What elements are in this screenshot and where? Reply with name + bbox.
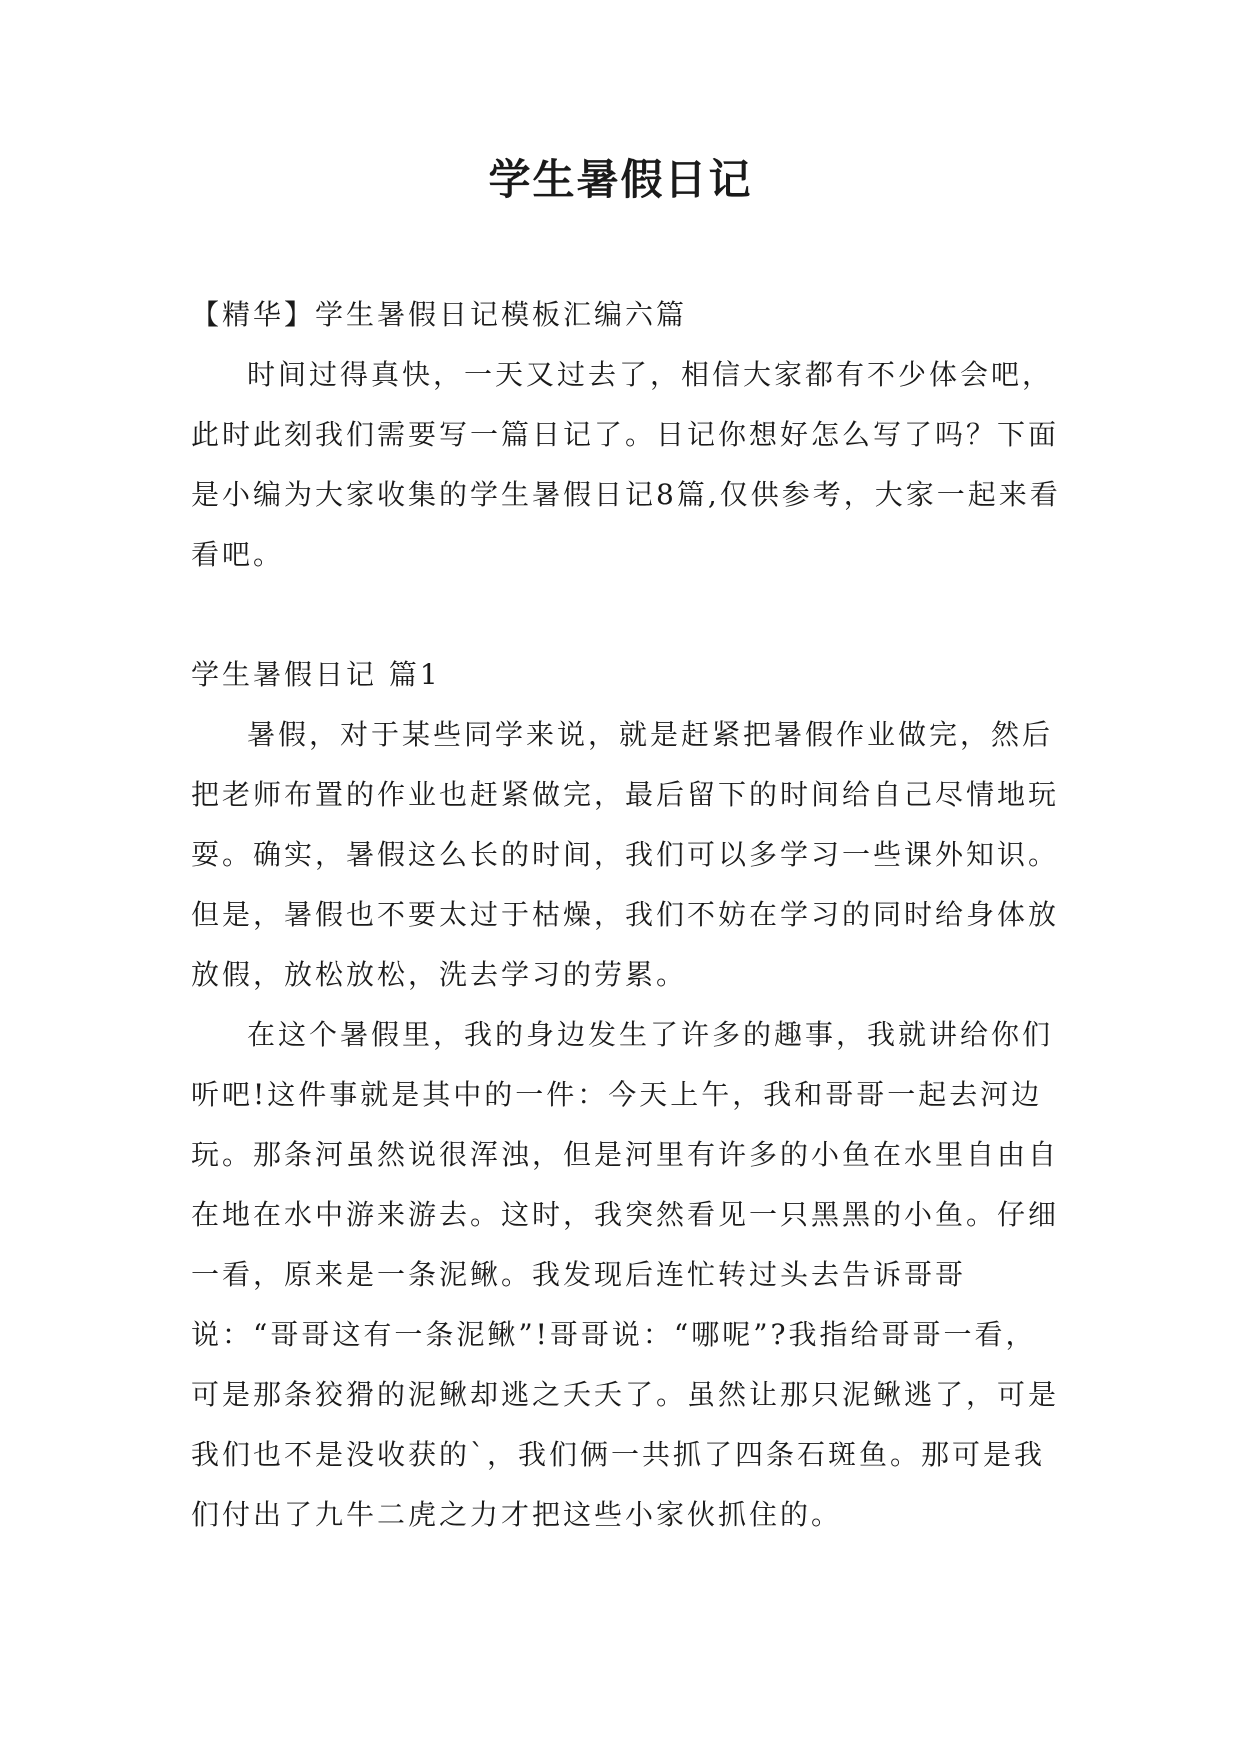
body-paragraph: 暑假，对于某些同学来说，就是赶紧把暑假作业做完，然后把老师布置的作业也赶紧做完，最后留下的时间给自己尽情地玩耍。确实，暑假这么长的时间，我们可以多学习一些课外知识。但是，暑假也不要太过于枯燥，我们不妨在学习的同时给身体放放假，放松放松，洗去学习的劳累。: [191, 718, 1060, 991]
document-body: [191, 285, 1061, 1545]
document-title: 学生暑假日记: [488, 155, 753, 204]
intro-paragraph: 时间过得真快，一天又过去了，相信大家都有不少体会吧，此时此刻我们需要写一篇日记了。日记你想好怎么写了吗？下面是小编为大家收集的学生暑假日记8篇,仅供参考，大家一起来看看吧。: [191, 358, 1061, 571]
section-heading: 学生暑假日记 篇1: [191, 658, 441, 691]
document-subtitle: 【精华】学生暑假日记模板汇编六篇: [191, 298, 688, 331]
body-paragraph: 在这个暑假里，我的身边发生了许多的趣事，我就讲给你们听吧!这件事就是其中的一件：今天上午，我和哥哥一起去河边玩。那条河虽然说很浑浊，但是河里有许多的小鱼在水里自由自在地在水中游来游去。这时，我突然看见一只黑黑的小鱼。仔细一看，原来是一条泥鳅。我发现后连忙转过头去告诉哥哥说：“哥哥这有一条泥鳅”!哥哥说：“哪呢”?我指给哥哥一看，可是那条狡猾的泥鳅却逃之夭夭了。虽然让那只泥鳅逃了，可是我们也不是没收获的`，我们俩一共抓了四条石斑鱼。那可是我们付出了九牛二虎之力才把这些小家伙抓住的。: [191, 1018, 1060, 1531]
